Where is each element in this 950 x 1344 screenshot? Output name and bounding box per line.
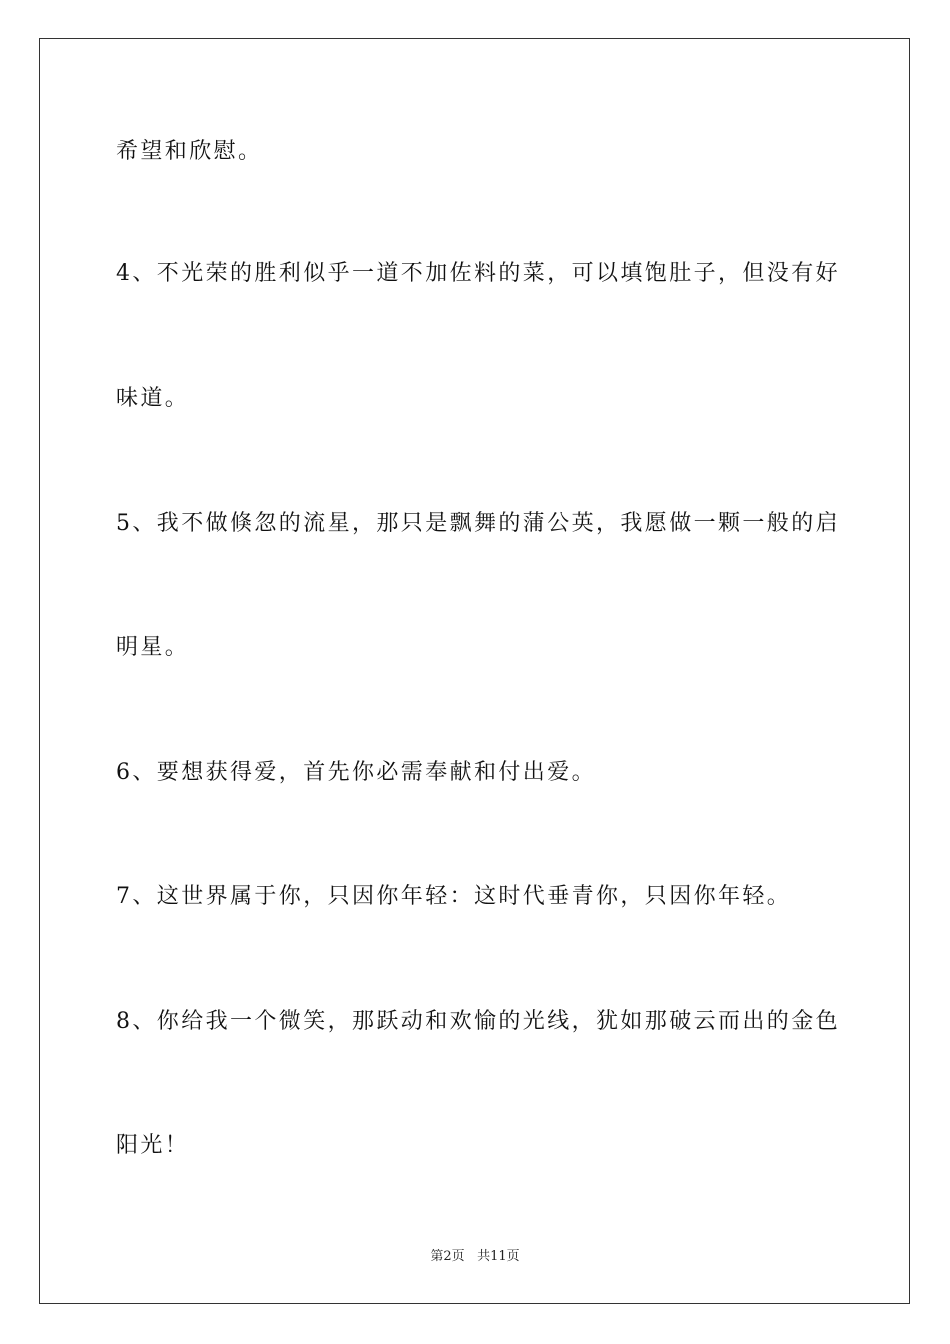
page-footer bbox=[0, 1248, 950, 1266]
page-number: 第2页 bbox=[430, 1249, 465, 1264]
text-line-9: 阳光！ bbox=[116, 1133, 190, 1158]
text-line-3: 味道。 bbox=[116, 386, 190, 411]
text-line-5: 明星。 bbox=[116, 635, 190, 660]
text-line-2: 4、不光荣的胜利似乎一道不加佐料的菜，可以填饱肚子，但没有好 bbox=[116, 261, 840, 286]
text-line-1: 希望和欣慰。 bbox=[116, 139, 263, 164]
page-border bbox=[39, 38, 910, 1304]
text-line-7: 7、这世界属于你，只因你年轻：这时代垂青你，只因你年轻。 bbox=[116, 884, 792, 909]
text-line-6: 6、要想获得爱，首先你必需奉献和付出爱。 bbox=[116, 760, 596, 785]
text-line-4: 5、我不做倏忽的流星，那只是飘舞的蒲公英，我愿做一颗一般的启 bbox=[116, 511, 840, 536]
page-total: 共11页 bbox=[477, 1249, 520, 1264]
text-line-8: 8、你给我一个微笑，那跃动和欢愉的光线，犹如那破云而出的金色 bbox=[116, 1009, 840, 1034]
